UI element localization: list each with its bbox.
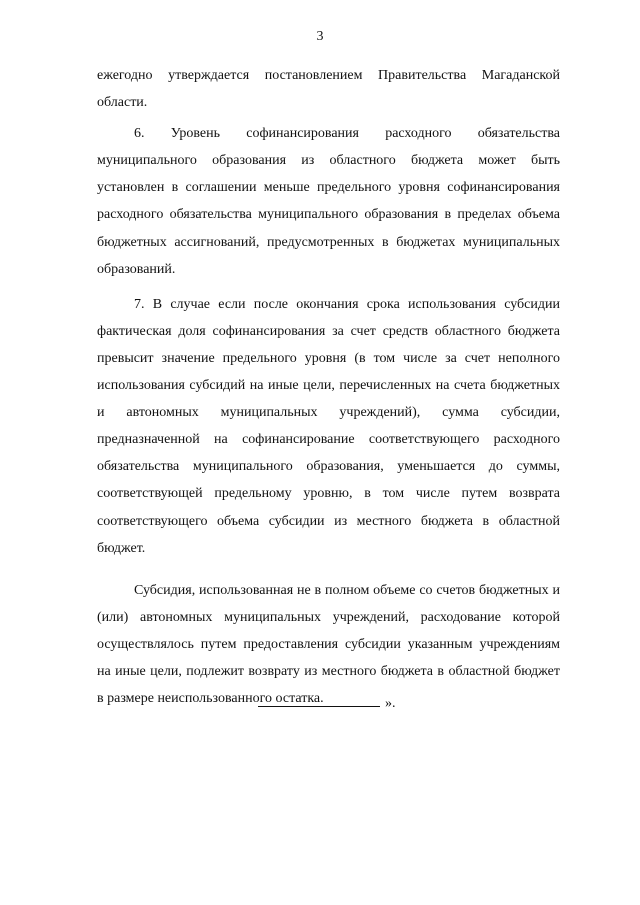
paragraph-item-6: 6. Уровень софинансирования расходного обязательства муниципального образования из областного бюджета может быть установлен в соглашении меньше предельного уровня софинансирования расходного обязательства муниципального образования в пределах объема бюджетных ассигнований, предусмотренных в бюджетах муниципальных образований. [97, 126, 560, 277]
closing-signature-line [258, 694, 396, 714]
paragraph-subsidy-return: Субсидия, использованная не в полном объеме со счетов бюджетных и (или) автономных муниципальных учреждений, расходование которой осуществлялось путем предоставления субсидии указанным учреждениям на иные цели, подлежит возврату из местного бюджета в областной бюджет в размере неиспользованного остатка. [97, 582, 560, 707]
paragraph-continuation: ежегодно утверждается постановлением Правительства Магаданской области. [97, 68, 560, 111]
page-number: 3 [316, 29, 324, 44]
document-body [97, 62, 560, 712]
closing-quote-mark: ». [385, 696, 396, 711]
paragraph-item-7: 7. В случае если после окончания срока использования субсидии фактическая доля софинансирования за счет средств областного бюджета превысит значение предельного уровня (в том числе за счет неполного использования субсидий на иные цели, перечисленных на счета бюджетных и автономных муниципальных учреждений), сумма субсидии, предназначенной на софинансирование соответствующего расходного обязательства муниципального образования, уменьшается до суммы, соответствующей предельному уровню, в том числе путем возврата соответствующего объема субсидии из местного бюджета в областной бюджет. [97, 296, 560, 556]
horizontal-rule [258, 694, 380, 707]
